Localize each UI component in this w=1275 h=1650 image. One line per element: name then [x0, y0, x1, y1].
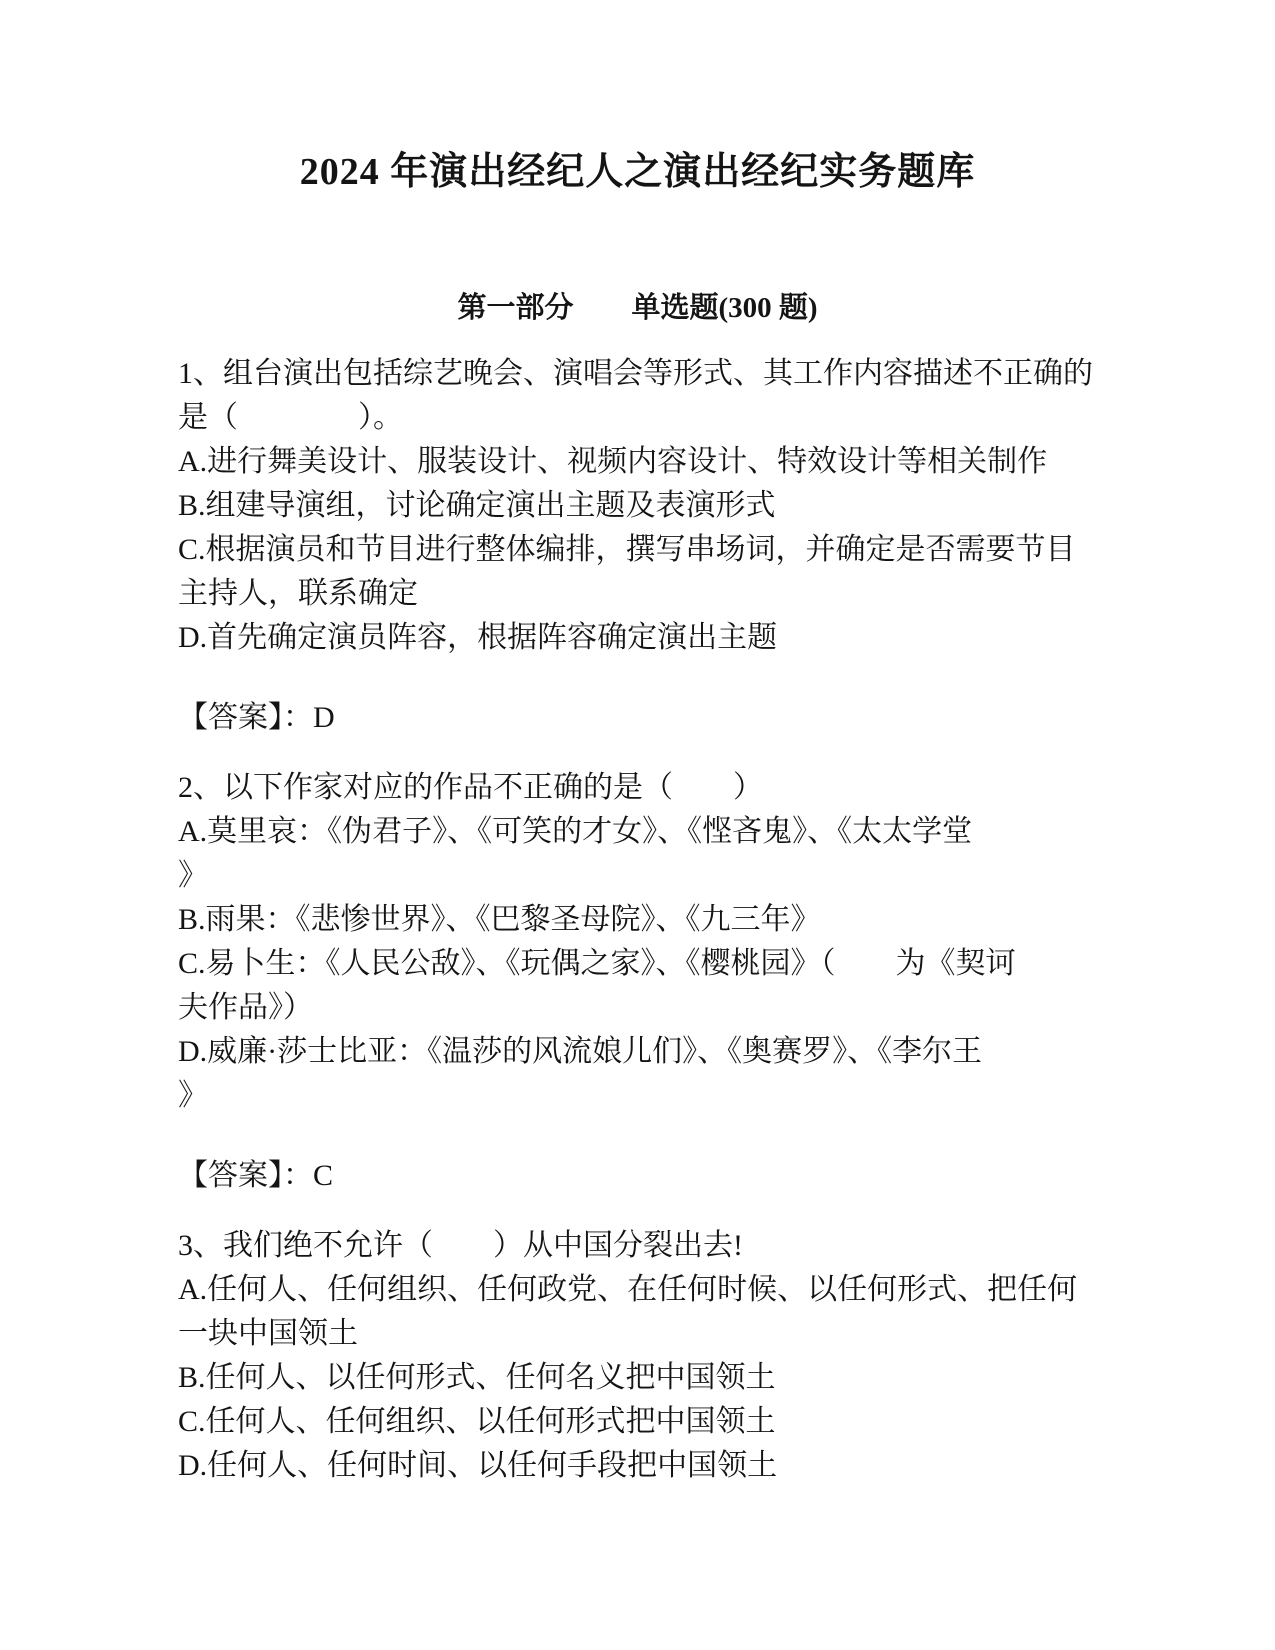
question-1-answer: 【答案】：D: [178, 701, 335, 734]
question-2-option-d-line-1: D.威廉·莎士比亚：《温莎的风流娘儿们》、《奥赛罗》、《李尔王: [178, 1035, 983, 1068]
question-1-option-a: A.进行舞美设计、服装设计、视频内容设计、特效设计等相关制作: [178, 445, 1048, 478]
question-3-option-d: D.任何人、任何时间、以任何手段把中国领土: [178, 1449, 778, 1482]
document-body: [178, 352, 1093, 1488]
question-2-answer: 【答案】：C: [178, 1159, 334, 1192]
section-heading: 第一部分 单选题(300 题): [457, 292, 818, 324]
question-1-option-c-line-1: C.根据演员和节目进行整体编排，撰写串场词，并确定是否需要节目: [178, 533, 1076, 566]
question-2-option-c-line-2: 夫作品》）: [178, 991, 313, 1024]
question-2-option-a-line-1: A.莫里哀：《伪君子》、《可笑的才女》、《悭吝鬼》、《太太学堂: [178, 815, 973, 848]
question-1: [178, 352, 1093, 740]
question-2-option-a-line-2: 》: [178, 859, 208, 892]
question-1-stem-line-1: 1、组台演出包括综艺晚会、演唱会等形式、其工作内容描述不正确的: [178, 357, 1093, 390]
question-1-option-d: D.首先确定演员阵容，根据阵容确定演出主题: [178, 621, 778, 654]
question-3-option-a-line-2: 一块中国领土: [178, 1317, 358, 1350]
question-1-option-b: B.组建导演组，讨论确定演出主题及表演形式: [178, 489, 776, 522]
question-3-option-c: C.任何人、任何组织、以任何形式把中国领土: [178, 1405, 776, 1438]
question-2-option-d-line-2: 》: [178, 1079, 208, 1112]
question-1-option-c-line-2: 主持人，联系确定: [178, 577, 418, 610]
question-3-option-b: B.任何人、以任何形式、任何名义把中国领土: [178, 1361, 776, 1394]
document-title: 2024 年演出经纪人之演出经纪实务题库: [299, 151, 976, 193]
question-3-stem-line-1: 3、我们绝不允许（ ）从中国分裂出去!: [178, 1229, 743, 1262]
question-2-stem-line-1: 2、以下作家对应的作品不正确的是（ ）: [178, 771, 763, 804]
question-1-stem-line-2: 是（ ）。: [178, 401, 403, 434]
question-2: [178, 766, 1058, 1198]
question-3: [178, 1224, 1078, 1488]
question-2-option-c-line-1: C.易卜生：《人民公敌》、《玩偶之家》、《樱桃园》（ 为《契诃: [178, 947, 1016, 980]
question-3-option-a-line-1: A.任何人、任何组织、任何政党、在任何时候、以任何形式、把任何: [178, 1273, 1078, 1306]
question-2-option-b: B.雨果：《悲惨世界》、《巴黎圣母院》、《九三年》: [178, 903, 821, 936]
